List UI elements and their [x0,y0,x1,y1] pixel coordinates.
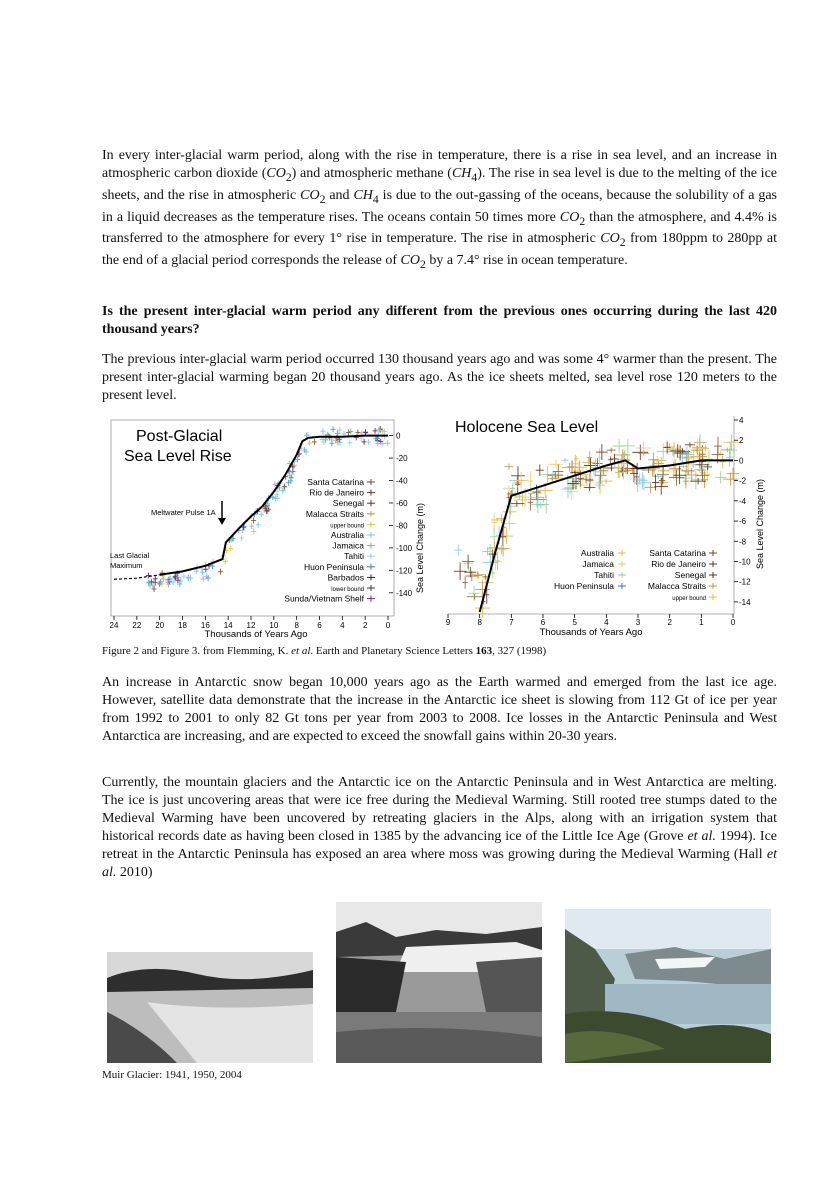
right-x-tick-label: 7 [509,618,514,627]
right-x-tick-label: 8 [477,618,482,627]
right-chart-title: Holocene Sea Level [455,419,599,436]
muir-glacier-2004-photo [565,909,771,1063]
left-legend-label: Sunda/Vietnam Shelf [284,593,364,604]
left-legend-label: upper bound [330,523,364,530]
right-x-tick-label: 0 [730,618,736,627]
right-legend-label: Senegal [674,570,706,580]
right-legend-label: upper bound [672,596,706,602]
left-chart-title-2: Sea Level Rise [124,448,232,465]
figure-caption: Figure 2 and Figure 3. from Flemming, K. et al. Earth and Planetary Science Letters 163, 327 (1998) [102,645,547,657]
left-legend-label: Jamaica [332,540,364,551]
left-x-tick-label: 6 [317,621,322,630]
right-x-tick-label: 9 [445,618,451,627]
left-x-tick-label: 22 [132,621,142,630]
left-x-tick-label: 24 [109,621,119,630]
left-x-tick-label: 2 [362,621,368,630]
lgm-label-1: Last Glacial [110,551,150,560]
right-x-axis-label: Thousands of Years Ago [539,627,643,638]
right-y-tick-label: -10 [739,557,751,567]
right-y-tick-label: 4 [739,416,744,425]
right-legend-label: Rio de Janeiro [651,559,706,569]
left-x-tick-label: 20 [155,621,165,630]
right-y-tick-label: -14 [739,597,751,607]
left-legend-label: Huon Peninsula [303,561,364,572]
left-legend-label: Rio de Janeiro [309,487,364,498]
intro-paragraph: In every inter-glacial warm period, along with the rise in temperature, there is a rise in sea level, and an increase in atmospheric carbon dioxide $(CO_2)$ and atmospheric methane $(CH_4)$. The rise in sea level is due to the melting of the ice sheets, and the rise in atmospheric $CO_2$ and $CH_4$ is due to the out-gassing of the oceans, because the solubility of a gas in a liquid decreases as the temperature rises. The oceans contain 50 times more $CO_2$ than the atmosphere, and 4.4% is transferred to the atmosphere for every 1° rise in temperature. The rise in atmospheric $CO_2$ from 180ppm to 280pp at the end of a glacial period corresponds the release of $CO_2$ by a 7.4° rise in ocean temperature. [102,148,777,271]
photo-caption: Muir Glacier: 1941, 1950, 2004 [102,1069,242,1081]
muir-glacier-1950-photo [336,902,542,1063]
left-y-tick-label: -80 [396,521,408,531]
left-legend-label: Barbados [327,572,364,583]
left-x-tick-label: 8 [294,621,299,630]
left-x-tick-label: 4 [340,621,345,630]
left-y-tick-label: -100 [396,543,413,553]
left-y-tick-label: 0 [396,431,401,441]
right-x-tick-label: 1 [699,618,704,627]
left-y-axis-label: Sea Level Change (m) [415,502,425,594]
holocene-sea-level-chart [436,414,776,640]
right-y-tick-label: -12 [739,577,751,587]
left-chart-title-1: Post-Glacial [136,428,223,445]
left-x-tick-label: 16 [200,621,210,630]
left-x-tick-label: 0 [385,621,391,630]
right-x-tick-label: 3 [635,618,641,627]
right-legend-label: Jamaica [582,559,614,569]
right-y-tick-label: -8 [739,537,747,547]
left-legend-label: Senegal [332,498,364,509]
right-y-tick-label: -4 [739,496,747,506]
left-x-tick-label: 14 [223,621,233,630]
left-x-tick-label: 10 [269,621,279,630]
right-x-tick-label: 4 [604,618,609,627]
right-x-tick-label: 5 [572,618,577,627]
left-x-axis-label: Thousands of Years Ago [204,629,308,640]
right-legend-label: Malacca Straits [647,581,706,591]
left-x-tick-label: 18 [178,621,187,630]
left-x-tick-label: 12 [246,621,256,630]
left-y-tick-label: -60 [396,498,408,508]
right-y-tick-label: 2 [739,436,744,446]
left-y-tick-label: -140 [396,588,413,598]
left-y-tick-label: -20 [396,454,408,464]
right-y-tick-label: 0 [739,456,744,466]
right-x-tick-label: 2 [667,618,672,627]
left-legend-label: Australia [330,530,364,540]
right-x-tick-label: 6 [540,618,546,627]
right-legend-label: Tahiti [594,570,614,580]
muir-glacier-1941-photo [107,952,313,1063]
paragraph-antarctic-snow: An increase in Antarctic snow began 10,000 years ago as the Earth warmed and emerged from the last ice age. However, satellite data demonstrate that the increase in the Antarctic ice sheet is slowing from 112 Gt of ice per year from 1992 to 2001 to only 82 Gt tons per year from 2003 to 2008. Ice losses in the Antarctic Peninsula and West Antarctica are increasing, and are expected to exceed the snowfall gains within 20-30 years. [102,675,777,744]
right-legend-label: Santa Catarina [649,548,706,558]
paragraph-glaciers: Currently, the mountain glaciers and the Antarctic ice on the Antarctic Peninsula and in West Antarctica are melting. The ice is just uncovering areas that were ice free during the Medieval Warming. Still rooted tree stumps dated to the Medieval Warming have been uncovered by retreating glaciers in the Alps, along with an irrigation system that historical records date as having been closed in 1385 by the advancing ice of the Little Ice Age (Grove et al. 1994). Ice retreat in the Antarctic Peninsula has exposed an area where moss was growing during the Medieval Warming (Hall et al. 2010) [102,775,778,880]
left-legend-label: lower bound [331,587,364,593]
right-legend-label: Huon Peninsula [553,581,614,591]
left-legend-label: Santa Catarina [307,477,364,487]
right-y-tick-label: -2 [739,476,747,486]
meltwater-label: Meltwater Pulse 1A [151,508,216,517]
paragraph-interglacial: The previous inter-glacial warm period occurred 130 thousand years ago and was some 4° warmer than the present. The present inter-glacial warming began 20 thousand years ago. As the ice sheets melted, sea level rose 120 meters to the present level. [102,352,777,403]
lgm-label-2: Maximum [110,561,143,570]
left-y-tick-label: -120 [396,566,413,576]
left-legend-label: Tahiti [344,551,364,562]
right-y-axis-label: Sea Level Change (m) [755,478,765,570]
post-glacial-sea-level-chart [106,418,431,642]
left-y-tick-label: -40 [396,476,408,486]
left-legend-label: Malacca Straits [305,508,364,519]
right-y-tick-label: -6 [739,517,747,527]
right-legend-label: Australia [580,548,614,558]
section-heading: Is the present inter-glacial warm period any different from the previous ones occurring during the last 420 thousand years? [102,304,777,337]
